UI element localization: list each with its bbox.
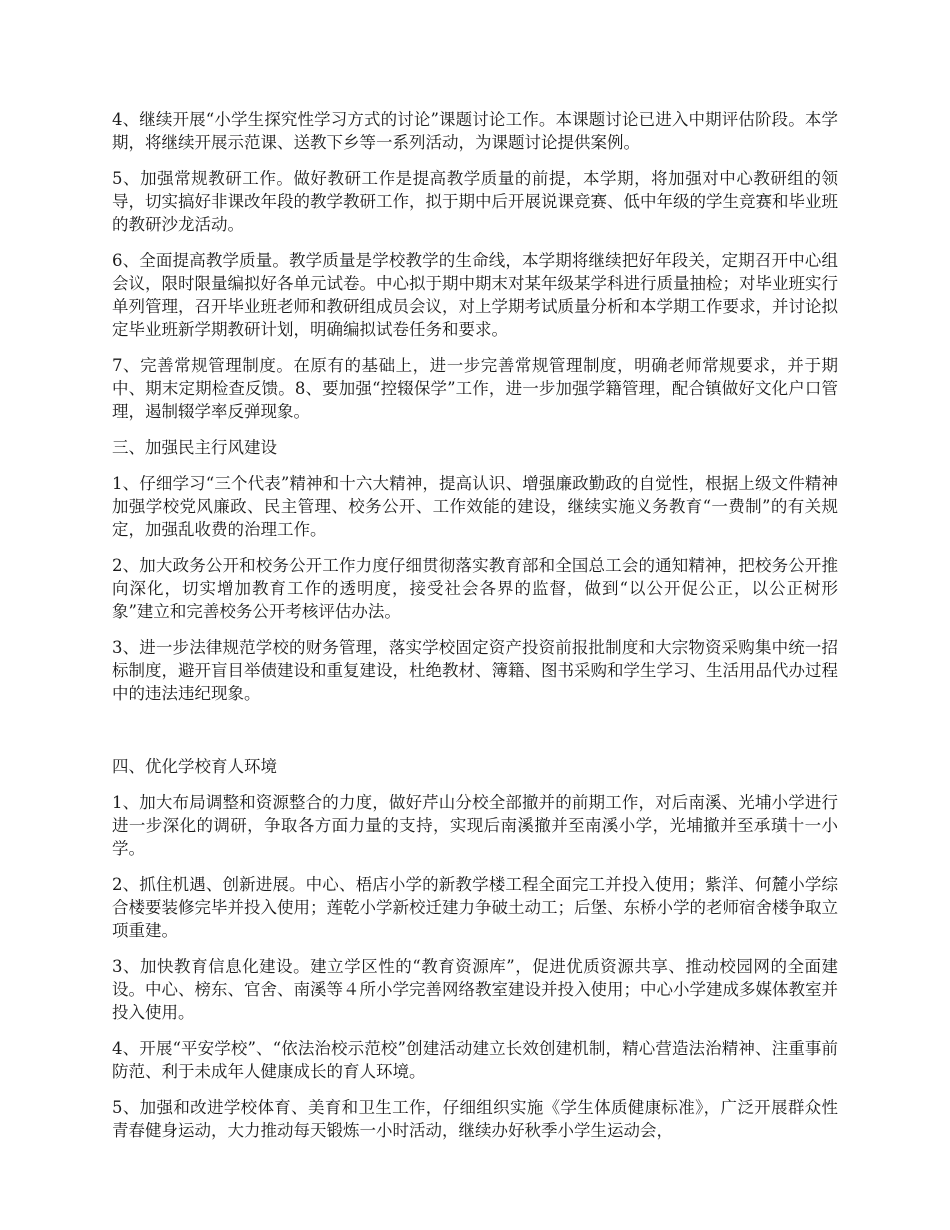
section-spacer	[112, 718, 838, 755]
section4-paragraph-2: 2、抓住机遇、创新进展。中心、梧店小学的新教学楼工程全面完工并投入使用；紫洋、何麓小学综合楼要装修完毕并投入使用；莲乾小学新校迁建力争破土动工；后堡、东桥小学的老师宿舍楼争取立项重建。	[112, 875, 838, 940]
section4-paragraph-3: 3、加快教育信息化建设。建立学区性的“教育资源库”，促进优质资源共享、推动校园网的全面建设。中心、榜东、官舍、南溪等４所小学完善网络教室建设并投入使用；中心小学建成多媒体教室并投入使用。	[112, 957, 838, 1022]
section4-paragraph-4: 4、开展“平安学校”、“依法治校示范校”创建活动建立长效创建机制，精心营造法治精神、注重事前防范、利于未成年人健康成长的育人环境。	[112, 1039, 838, 1081]
section3-paragraph-1: 1、仔细学习“三个代表”精神和十六大精神，提高认识、增强廉政勤政的自觉性，根据上级文件精神加强学校党风廉政、民主管理、校务公开、工作效能的建设，继续实施义务教育“一费制”的有关规定，加强乱收费的治理工作。	[112, 474, 838, 539]
section3-paragraph-3: 3、进一步法律规范学校的财务管理，落实学校固定资产投资前报批制度和大宗物资采购集中统一招标制度，避开盲目举债建设和重复建设，杜绝教材、簿籍、图书采购和学生学习、生活用品代办过程中的违法违纪现象。	[112, 638, 838, 703]
section-heading-4: 四、优化学校育人环境	[112, 757, 277, 776]
paragraph-item-7: 7、完善常规管理制度。在原有的基础上，进一步完善常规管理制度，明确老师常规要求，并于期中、期末定期检查反馈。8、要加强“控辍保学”工作，进一步加强学籍管理，配合镇做好文化户口管理，遏制辍学率反弹现象。	[112, 356, 838, 421]
paragraph-item-5: 5、加强常规教研工作。做好教研工作是提高教学质量的前提，本学期，将加强对中心教研组的领导，切实搞好非课改年段的教学教研工作，拟于期中后开展说课竞赛、低中年级的学生竞赛和毕业班的教研沙龙活动。	[112, 169, 838, 234]
section4-paragraph-1: 1、加大布局调整和资源整合的力度，做好芹山分校全部撤并的前期工作，对后南溪、光埔小学进行进一步深化的调研，争取各方面力量的支持，实现后南溪撤并至南溪小学，光埔撤并至承璜十一小学。	[112, 793, 838, 858]
section3-paragraph-2: 2、加大政务公开和校务公开工作力度仔细贯彻落实教育部和全国总工会的通知精神，把校务公开推向深化，切实增加教育工作的透明度，接受社会各界的监督，做到“以公开促公正，以公正树形象”建立和完善校务公开考核评估办法。	[112, 556, 838, 621]
paragraph-item-6: 6、全面提高教学质量。教学质量是学校教学的生命线，本学期将继续把好年段关，定期召开中心组会议，限时限量编拟好各单元试卷。中心拟于期中期末对某年级某学科进行质量抽检；对毕业班实行单列管理，召开毕业班老师和教研组成员会议，对上学期考试质量分析和本学期工作要求，并讨论拟定毕业班新学期教研计划，明确编拟试卷任务和要求。	[112, 251, 838, 339]
section4-paragraph-5: 5、加强和改进学校体育、美育和卫生工作，仔细组织实施《学生体质健康标准》，广泛开展群众性青春健身运动，大力推动每天锻炼一小时活动，继续办好秋季小学生运动会，	[112, 1098, 838, 1140]
section-heading-3: 三、加强民主行风建设	[112, 438, 277, 457]
paragraph-item-4: 4、继续开展“小学生探究性学习方式的讨论”课题讨论工作。本课题讨论已进入中期评估阶段。本学期，将继续开展示范课、送教下乡等一系列活动，为课题讨论提供案例。	[112, 110, 838, 152]
